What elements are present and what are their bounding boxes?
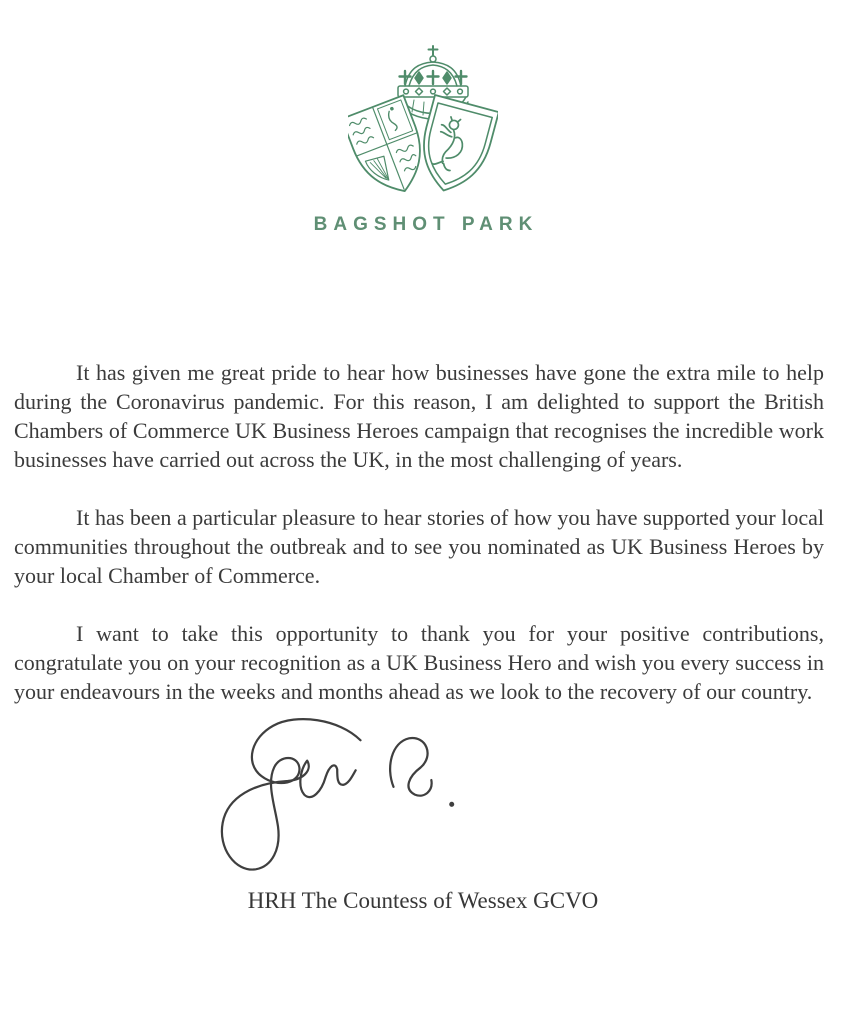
letter-body [14,358,824,706]
signatory-name: HRH The Countess of Wessex GCVO [247,888,599,913]
letterhead-wordmark: BAGSHOT PARK [313,214,539,235]
paragraph-2: It has been a particular pleasure to hear stories of how you have supported your local communities throughout the outbreak and to see you nominated as UK Business Heroes by your local Chamber of Commerce. [14,505,824,588]
left-shield-icon [348,95,436,203]
right-shield-icon [412,95,498,199]
signature-block [0,710,846,888]
paragraph-3: I want to take this opportunity to thank you for your positive contributions, congratulate you on your recognition as a UK Business Hero and wish you every success in your endeavours in the weeks and months ahead as we look to the recovery of our country. [14,621,824,704]
royal-crest-icon [348,44,498,208]
letterhead [0,0,846,236]
paragraph-1: It has given me great pride to hear how businesses have gone the extra mile to help during the Coronavirus pandemic. For this reason, I am delighted to support the British Chambers of Commerce UK Business Heroes campaign that recognises the incredible work businesses have carried out across the UK, in the most challenging of years. [14,360,824,472]
signature-icon [213,712,475,884]
